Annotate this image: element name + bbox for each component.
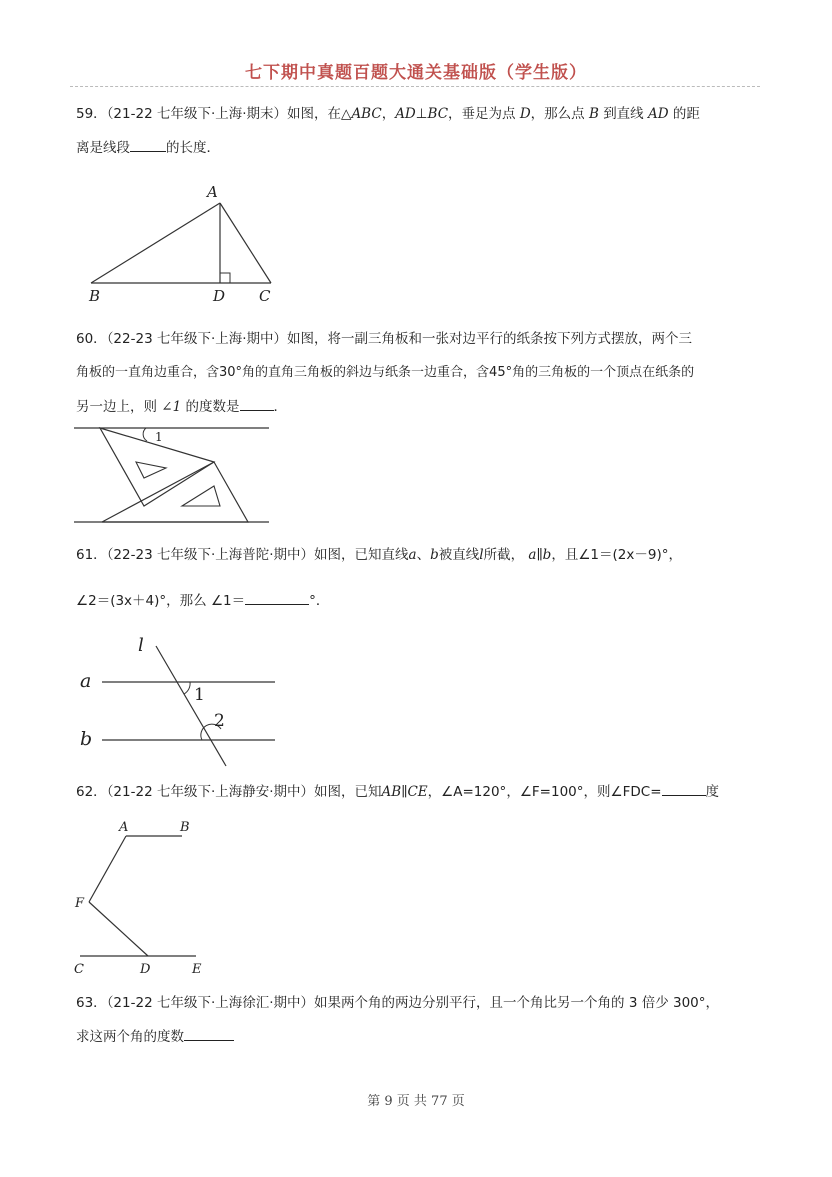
label-a: a	[80, 670, 92, 692]
answer-blank[interactable]	[662, 781, 706, 796]
segment-AB	[91, 203, 220, 283]
label-2: 2	[214, 711, 225, 731]
question-60	[76, 322, 766, 424]
question-62-line-1: 62．（21-22 七年级下·上海静安·期中）如图，已知AB∥CE，∠A=120°，∠F=100°，则∠FDC= 度	[76, 775, 766, 809]
question-60-line-1: 60．（22-23 七年级下·上海·期中）如图，将一副三角板和一张对边平行的纸条按下列方式摆放，两个三	[76, 331, 693, 347]
label-C: C	[74, 962, 84, 977]
question-59	[76, 97, 766, 165]
question-61-line-1: 61．（22-23 七年级下·上海普陀·期中）如图，已知直线a、b被直线l所截， a∥b，且∠1＝(2x－9)°，	[76, 547, 682, 563]
question-63-line-2: 求这两个角的度数	[76, 1020, 766, 1054]
segment-AC	[220, 203, 271, 283]
line-l	[156, 646, 226, 766]
label-B: B	[89, 287, 101, 305]
question-63-line-1: 63．（21-22 七年级下·上海徐汇·期中）如果两个角的两边分别平行，且一个角比另一个角的 3 倍少 300°，	[76, 995, 720, 1011]
figure-62-parallel-lines	[70, 816, 220, 978]
question-60-line-3: 另一边上，则 ∠1 的度数是 ．	[76, 390, 766, 424]
page-footer: 第 9 页 共 77 页	[367, 1094, 465, 1109]
label-B: B	[180, 820, 190, 835]
question-63	[76, 986, 766, 1054]
label-C: C	[259, 287, 271, 305]
question-61	[76, 538, 766, 618]
label-D: D	[213, 287, 226, 305]
answer-blank[interactable]	[240, 396, 274, 411]
question-62	[76, 775, 766, 809]
label-b: b	[80, 728, 93, 750]
segment-FD	[89, 902, 148, 956]
answer-blank[interactable]	[184, 1026, 234, 1041]
header-divider	[70, 86, 760, 87]
answer-blank[interactable]	[245, 590, 309, 605]
answer-blank[interactable]	[130, 137, 166, 152]
label-A: A	[207, 183, 218, 201]
figure-59-triangle	[80, 180, 290, 305]
angle-1-arc	[184, 682, 190, 694]
right-angle-mark	[220, 273, 230, 283]
triangle-30-hole	[136, 462, 166, 478]
question-60-line-2: 角板的一直角边重合，含30°角的直角三角板的斜边与纸条一边重合，含45°角的三角板的一个顶点在纸条的	[76, 365, 695, 380]
label-l: l	[138, 635, 144, 656]
figure-60-set-squares	[74, 424, 274, 526]
question-61-line-2: ∠2＝(3x＋4)°，那么 ∠1＝ °．	[76, 584, 766, 618]
label-D: D	[140, 962, 151, 977]
triangle-45-hole	[182, 486, 220, 506]
label-F: F	[75, 896, 85, 911]
page-title: 七下期中真题百题大通关基础版（学生版）	[245, 63, 587, 83]
label-A: A	[119, 820, 129, 835]
label-1: 1	[194, 685, 205, 705]
angle-1-arc	[143, 428, 147, 441]
question-59-line-1: 59．（21-22 七年级下·上海·期末）如图，在△ABC，AD⊥BC，垂足为点 D，那么点 B 到直线 AD 的距	[76, 106, 700, 122]
label-E: E	[192, 962, 202, 977]
figure-61-transversal	[80, 634, 280, 770]
angle-1-label: 1	[155, 430, 163, 444]
segment-AF	[89, 836, 126, 902]
question-59-line-2: 离是线段 的长度．	[76, 131, 766, 165]
